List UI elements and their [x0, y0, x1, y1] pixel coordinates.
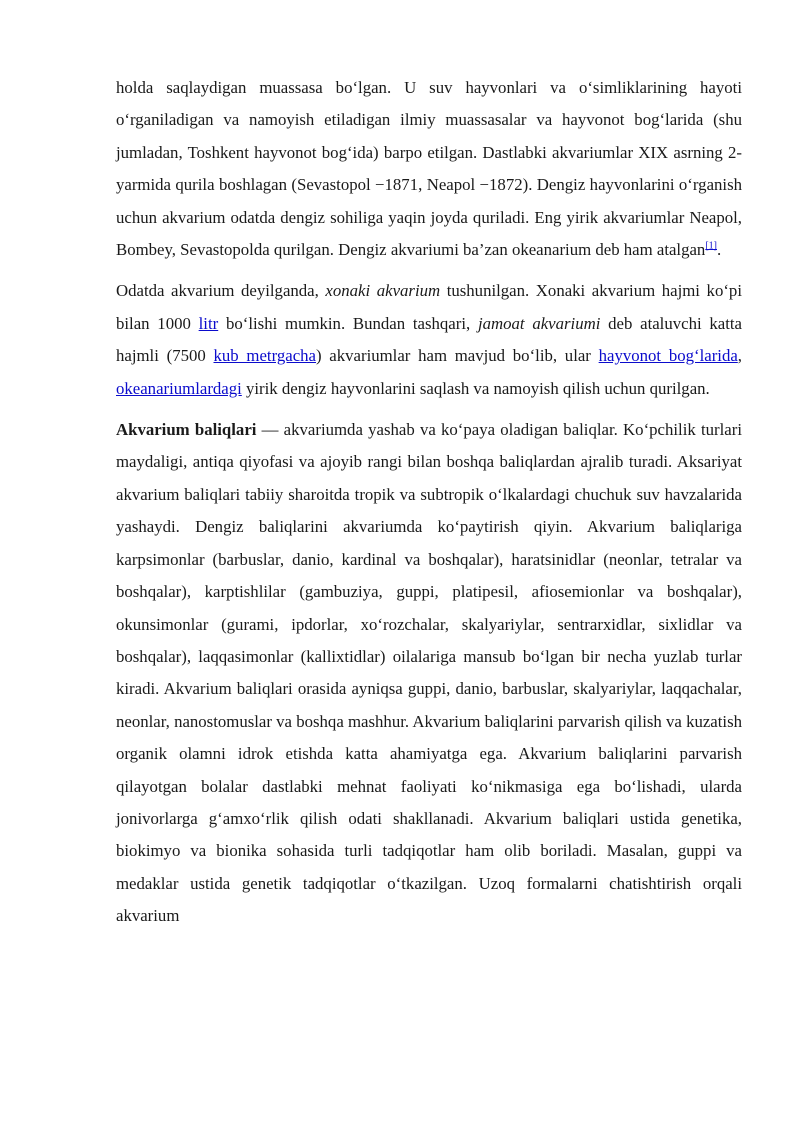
link-okeanariumlardagi[interactable]: okeanariumlardagi [116, 378, 242, 398]
link-hayvonot-boglarida[interactable]: hayvonot bog‘larida [598, 346, 738, 366]
paragraph-xonaki-akvarium [116, 275, 742, 405]
p2-text-7: yirik dengiz hayvonlarini saqlash va namoyish qilish uchun qurilgan. [241, 378, 710, 398]
p2-text-3: bo‘lishi mumkin. Bundan tashqari, [218, 313, 478, 333]
paragraph-akvarium-baliqlari [116, 414, 742, 933]
p2-text-2: tushunilgan. Xonaki akvarium hajmi ko‘pi bilan 1000 [116, 281, 742, 333]
paragraph-akvarium-history [116, 72, 742, 266]
p2-text-6: , [737, 346, 742, 366]
footnote-link-1[interactable]: [1] [705, 240, 717, 252]
term-akvarium-baliqlari: Akvarium baliqlari [116, 420, 257, 440]
p2-text-4: deb ataluvchi katta hajmli (7500 [116, 313, 742, 366]
p1-text-2: . [717, 240, 722, 260]
term-xonaki-akvarium: xonaki akvarium [325, 281, 441, 301]
link-kub-metrgacha[interactable]: kub metrgacha [213, 346, 316, 366]
term-jamoat-akvariumi: jamoat akvariumi [477, 313, 601, 333]
footnote-ref-1[interactable] [705, 240, 717, 251]
document-page [116, 72, 742, 933]
p2-text-1: Odatda akvarium deyilganda, [116, 281, 326, 301]
p1-text-1: holda saqlaydigan muassasa bo‘lgan. U suv hayvonlari va o‘simliklarining hayoti o‘rganiladigan va namoyish etiladigan ilmiy muassasalar va hayvonot bog‘larida (shu jumladan, Toshkent hayvonot bog‘ida) barpo etilgan. Dastlabki akvariumlar XIX asrning 2- yarmida qurila boshlagan (Sevastopol −1871, Neapol −1872). Dengiz hayvonlarini o‘rganish uchun akvarium odatda dengiz sohiliga yaqin joyda quriladi. Eng yirik akvariumlar Neapol, Bombey, Sevastopolda qurilgan. Dengiz akvariumi ba’zan okeanarium deb ham atalgan [116, 78, 742, 260]
link-litr[interactable]: litr [198, 313, 219, 333]
p2-text-5: ) akvariumlar ham mavjud bo‘lib, ular [315, 346, 599, 366]
p3-text-1: — akvariumda yashab va ko‘paya oladigan baliqlar. Ko‘pchilik turlari maydaligi, antiqa qiyofasi va ajoyib rangi bilan boshqa baliqlardan ajralib turadi. Aksariyat akvarium baliqlari tabiiy sharoitda tropik va subtropik o‘lkalardagi chuchuk suv havzalarida yashaydi. Dengiz baliqlarini akvariumda ko‘paytirish qiyin. Akvarium baliqlariga karpsimonlar (barbuslar, danio, kardinal va boshqalar), haratsinidlar (neonlar, tetralar va boshqalar), karptishlilar (gambuziya, guppi, platipesil, afiosemionlar va boshqalar), okunsimonlar (gurami, ipdorlar, xo‘rozchalar, skalyariylar, sentrarxidlar, sixlidlar va boshqalar), laqqasimonlar (kallixtidlar) oilalariga mansub bo‘lgan bir necha yuzlab turlar kiradi. Akvarium baliqlari orasida ayniqsa guppi, danio, barbuslar, skalyariylar, laqqachalar, neonlar, nanostomuslar va boshqa mashhur. Akvarium baliqlarini parvarish qilish va kuzatish organik olamni idrok etishda katta ahamiyatga ega. Akvarium baliqlarini parvarish qilayotgan bolalar dastlabki mehnat faoliyati ko‘nikmasiga ega bo‘lishadi, ularda jonivorlarga g‘amxo‘rlik qilish odati shakllanadi. Akvarium baliqlari ustida genetika, biokimyo va bionika sohasida turli tadqiqotlar ham olib boriladi. Masalan, guppi va medaklar ustida genetik tadqiqotlar o‘tkazilgan. Uzoq formalarni chatishtirish orqali akvarium [116, 420, 742, 926]
